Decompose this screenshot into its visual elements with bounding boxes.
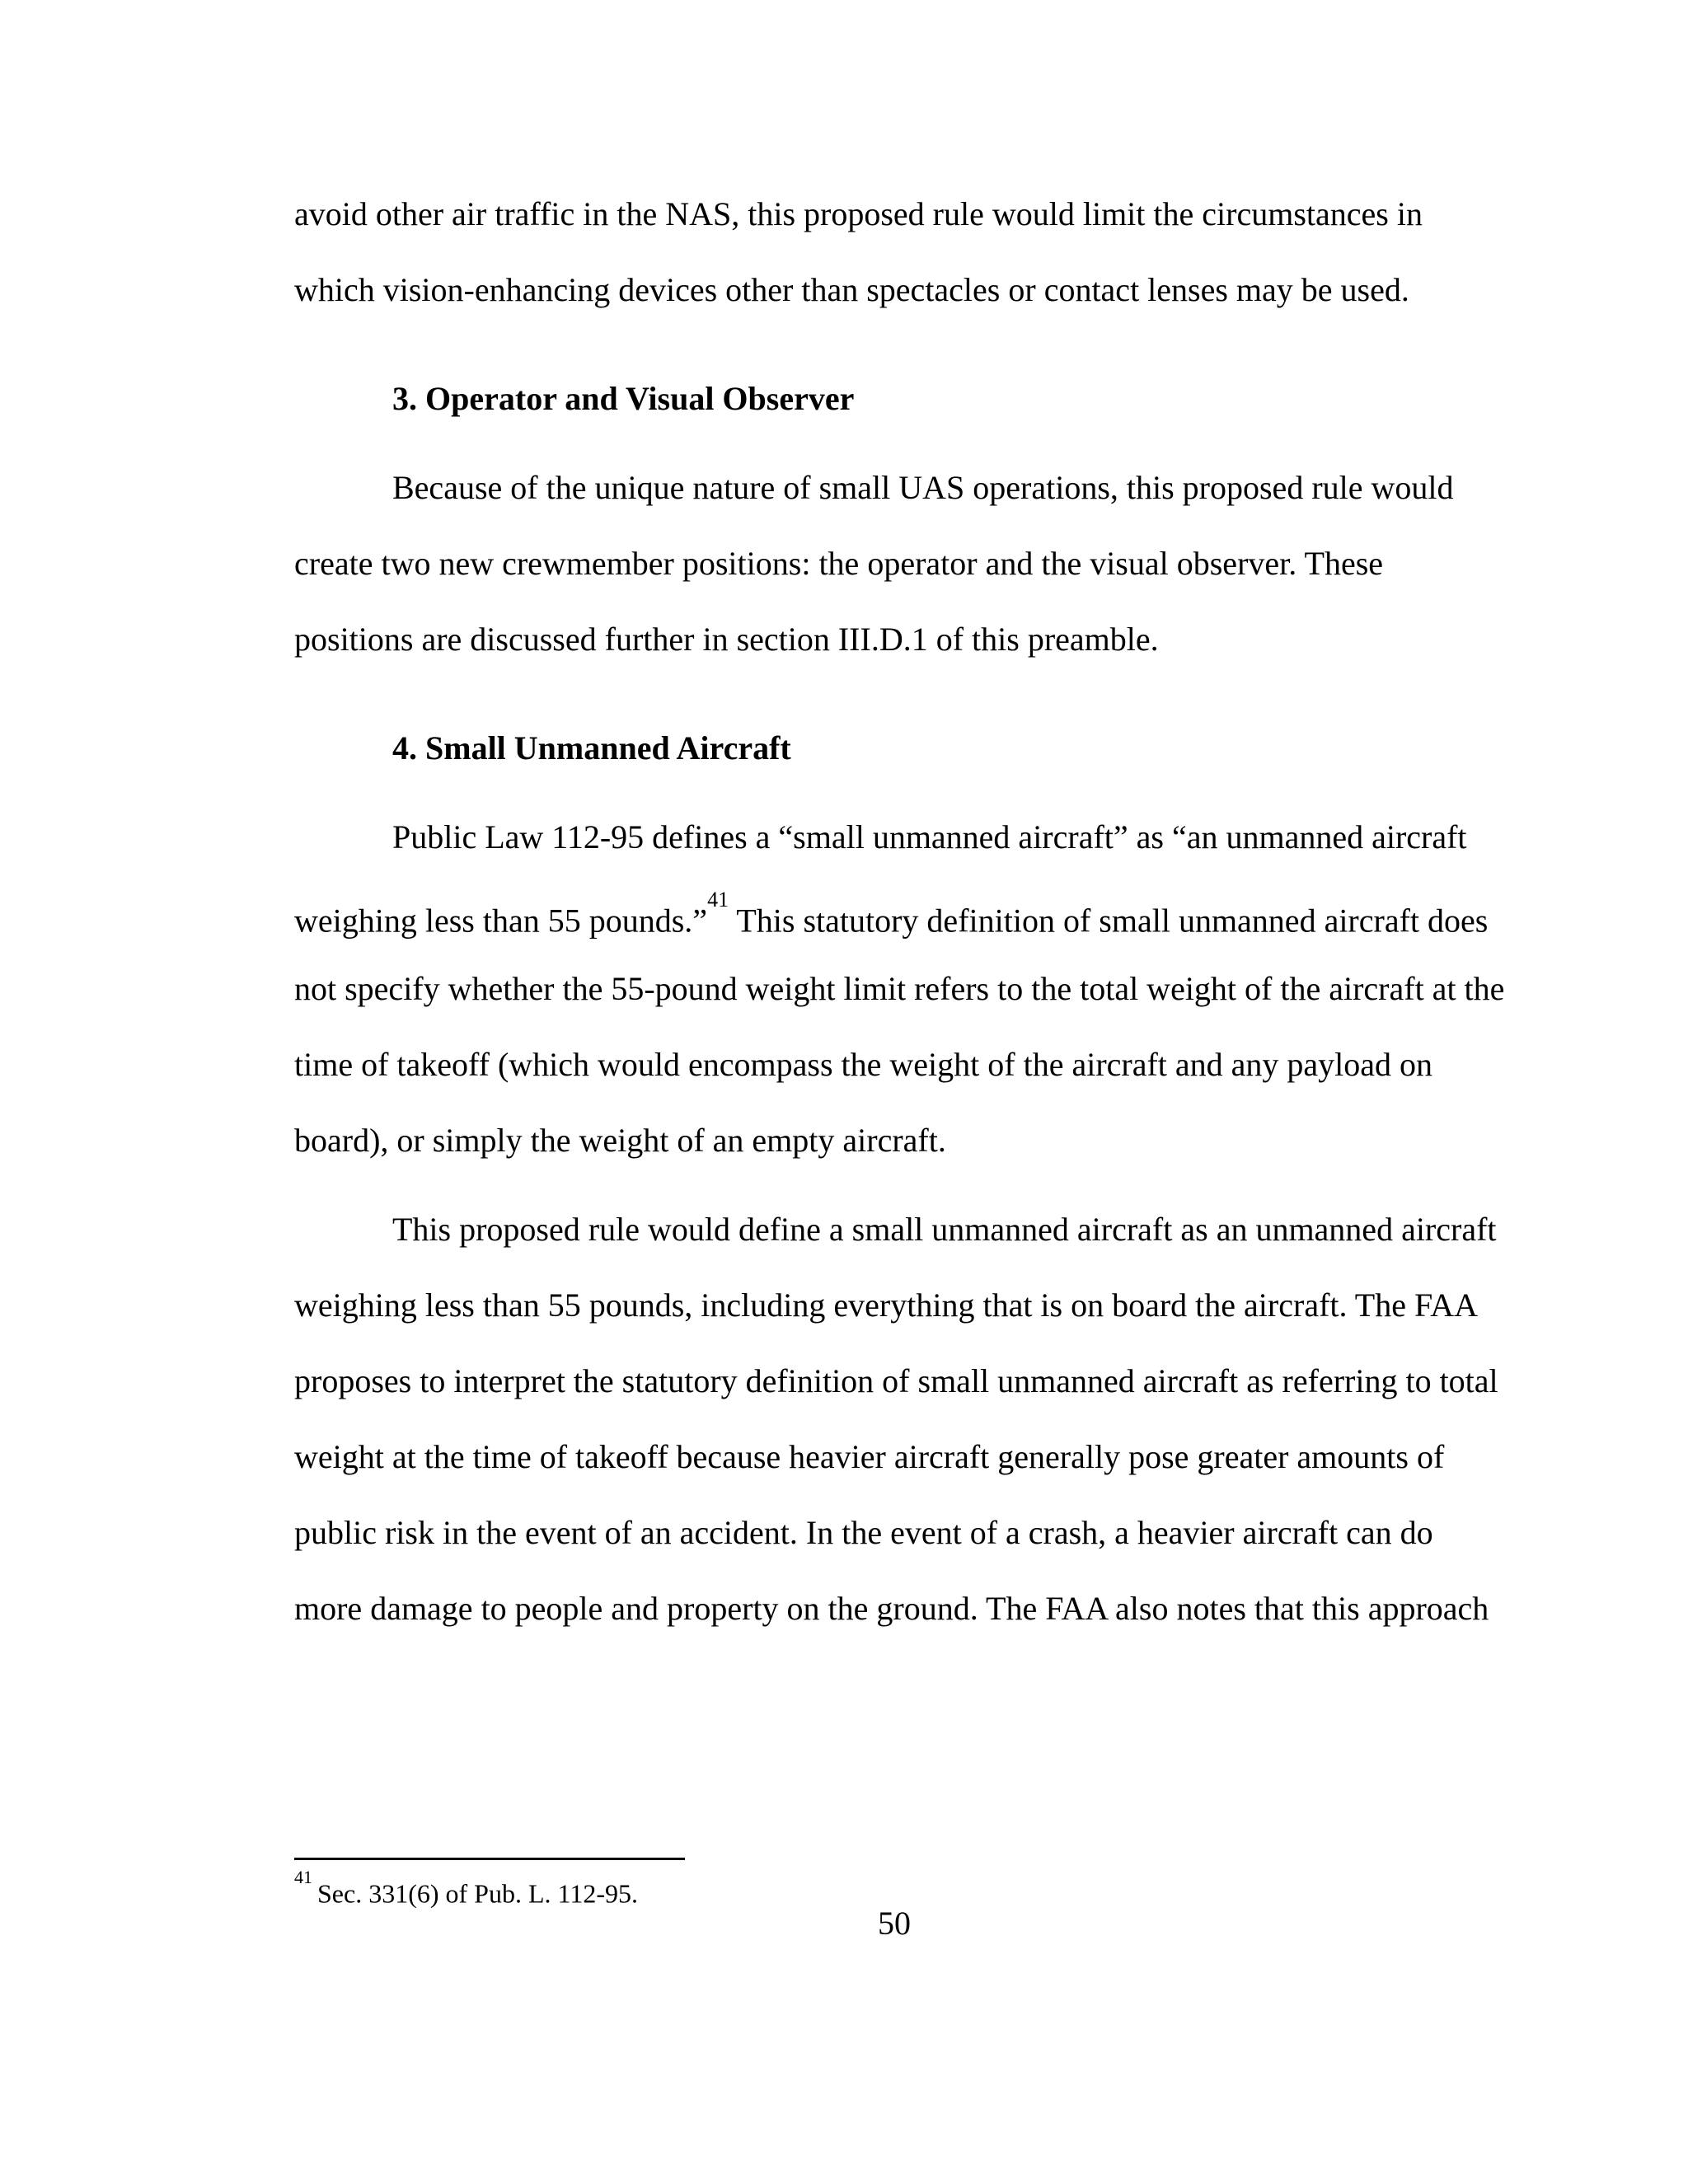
body-text-line: avoid other air traffic in the NAS, this proposed rule would limit the circumstances in (294, 195, 1423, 232)
page-number: 50 (878, 1905, 911, 1942)
body-text-line: Because of the unique nature of small UAS operations, this proposed rule would (392, 469, 1454, 506)
body-text-line: weighing less than 55 pounds, including everything that is on board the aircraft. The FAA (294, 1286, 1479, 1324)
body-text-line: more damage to people and property on the ground. The FAA also notes that this approach (294, 1590, 1489, 1627)
body-text-segment: weighing less than 55 pounds.” (294, 902, 708, 940)
body-text-line: which vision-enhancing devices other than spectacles or contact lenses may be used. (294, 271, 1409, 308)
body-text-line (294, 888, 1489, 940)
body-text-segment: This statutory definition of small unmanned aircraft does (729, 902, 1489, 940)
body-text-line: not specify whether the 55-pound weight limit refers to the total weight of the aircraft at the (294, 970, 1505, 1007)
section-heading: 3. Operator and Visual Observer (392, 380, 855, 417)
body-text-line: proposes to interpret the statutory definition of small unmanned aircraft as referring to total (294, 1362, 1498, 1399)
footnote-reference: 41 (707, 888, 729, 912)
body-text-line: positions are discussed further in section III.D.1 of this preamble. (294, 621, 1159, 658)
footnote-number: 41 (294, 1867, 312, 1887)
footnote-text: Sec. 331(6) of Pub. L. 112-95. (317, 1878, 638, 1909)
body-text-line: weight at the time of takeoff because heavier aircraft generally pose greater amounts of (294, 1438, 1445, 1475)
body-text-line: public risk in the event of an accident. In the event of a crash, a heavier aircraft can do (294, 1514, 1433, 1551)
body-text-line: This proposed rule would define a small unmanned aircraft as an unmanned aircraft (392, 1211, 1497, 1248)
body-text-line: time of takeoff (which would encompass the weight of the aircraft and any payload on (294, 1046, 1433, 1083)
body-text-line: board), or simply the weight of an empty aircraft. (294, 1122, 946, 1159)
body-text-line: Public Law 112-95 defines a “small unmanned aircraft” as “an unmanned aircraft (392, 818, 1467, 855)
body-text-line: create two new crewmember positions: the operator and the visual observer. These (294, 545, 1384, 582)
footnote-separator (294, 1858, 685, 1860)
section-heading: 4. Small Unmanned Aircraft (392, 729, 791, 766)
